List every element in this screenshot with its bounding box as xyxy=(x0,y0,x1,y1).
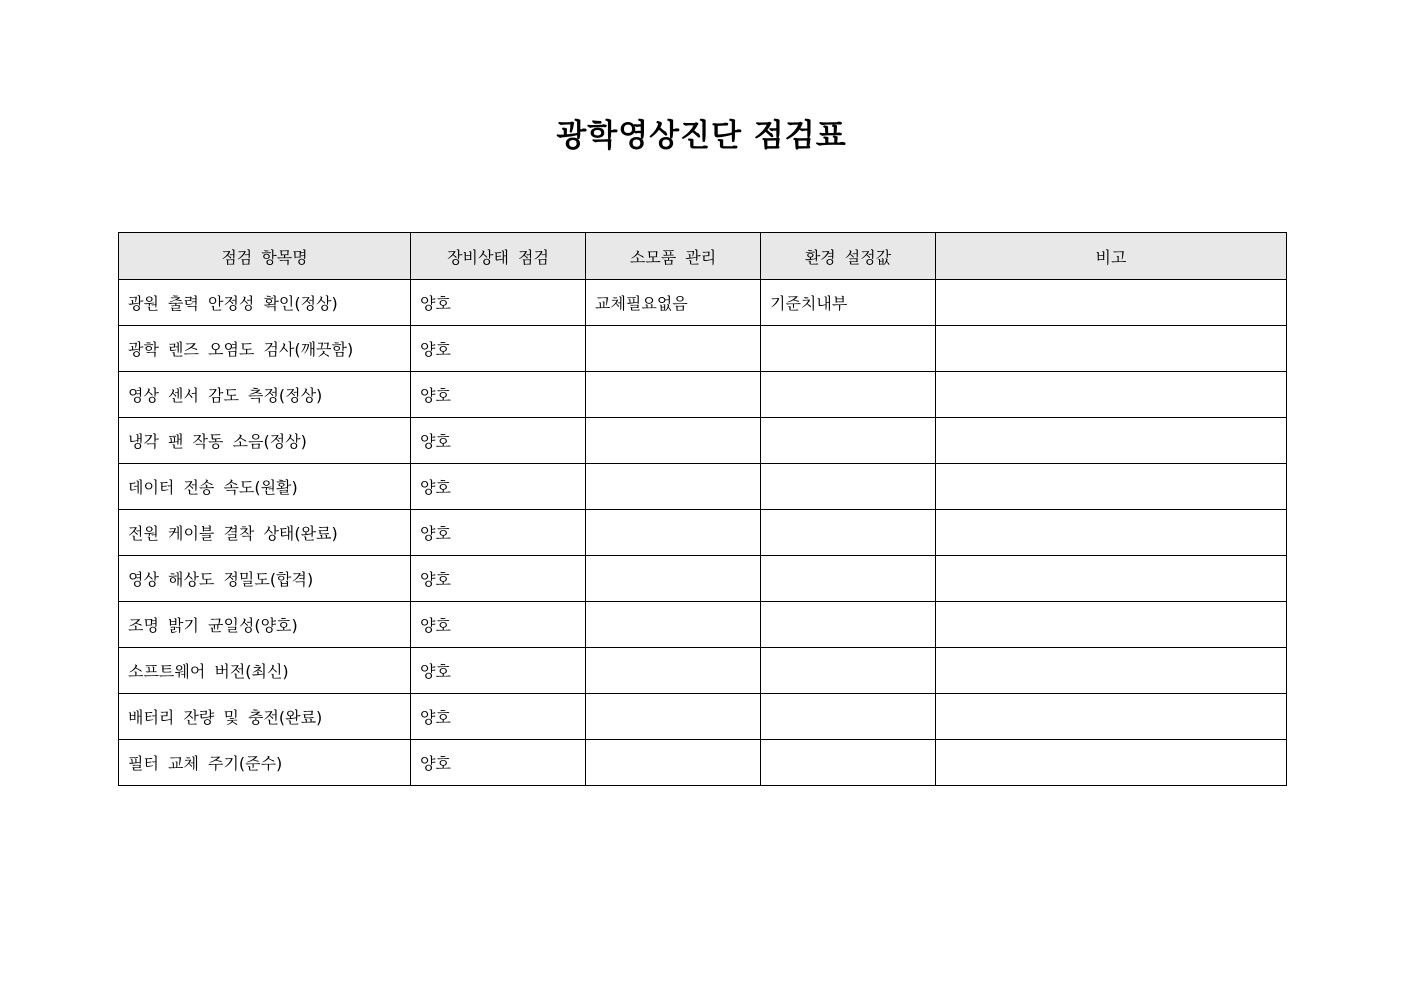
table-row xyxy=(119,648,1287,694)
consumables-cell xyxy=(586,602,761,648)
equipment-status-cell: 양호 xyxy=(411,510,586,556)
environment-settings-cell xyxy=(761,556,936,602)
item-name-cell: 광원 출력 안정성 확인(정상) xyxy=(119,280,411,326)
consumables-cell xyxy=(586,418,761,464)
item-name-cell: 냉각 팬 작동 소음(정상) xyxy=(119,418,411,464)
consumables-cell xyxy=(586,464,761,510)
header-consumables: 소모품 관리 xyxy=(586,233,761,280)
consumables-cell xyxy=(586,740,761,786)
remarks-cell xyxy=(936,694,1287,740)
table-row xyxy=(119,280,1287,326)
equipment-status-cell: 양호 xyxy=(411,556,586,602)
environment-settings-cell xyxy=(761,648,936,694)
remarks-cell xyxy=(936,280,1287,326)
environment-settings-cell xyxy=(761,464,936,510)
environment-settings-cell xyxy=(761,418,936,464)
remarks-cell xyxy=(936,648,1287,694)
remarks-cell xyxy=(936,740,1287,786)
equipment-status-cell: 양호 xyxy=(411,326,586,372)
header-row xyxy=(119,233,1287,280)
equipment-status-cell: 양호 xyxy=(411,740,586,786)
table-row xyxy=(119,464,1287,510)
table-row xyxy=(119,372,1287,418)
item-name-cell: 배터리 잔량 및 충전(완료) xyxy=(119,694,411,740)
table-row xyxy=(119,510,1287,556)
environment-settings-cell xyxy=(761,694,936,740)
equipment-status-cell: 양호 xyxy=(411,280,586,326)
environment-settings-cell xyxy=(761,602,936,648)
page-title: 광학영상진단 점검표 xyxy=(556,118,847,154)
environment-settings-cell xyxy=(761,510,936,556)
inspection-table xyxy=(118,232,1287,786)
item-name-cell: 전원 케이블 결착 상태(완료) xyxy=(119,510,411,556)
consumables-cell xyxy=(586,556,761,602)
consumables-cell xyxy=(586,372,761,418)
header-equipment-status: 장비상태 점검 xyxy=(411,233,586,280)
table-row xyxy=(119,556,1287,602)
item-name-cell: 소프트웨어 버전(최신) xyxy=(119,648,411,694)
item-name-cell: 데이터 전송 속도(원활) xyxy=(119,464,411,510)
header-item-name: 점검 항목명 xyxy=(119,233,411,280)
environment-settings-cell xyxy=(761,326,936,372)
item-name-cell: 조명 밝기 균일성(양호) xyxy=(119,602,411,648)
item-name-cell: 필터 교체 주기(준수) xyxy=(119,740,411,786)
table-row xyxy=(119,602,1287,648)
consumables-cell xyxy=(586,510,761,556)
table-row xyxy=(119,326,1287,372)
table-row xyxy=(119,694,1287,740)
remarks-cell xyxy=(936,510,1287,556)
header-remarks: 비고 xyxy=(936,233,1287,280)
equipment-status-cell: 양호 xyxy=(411,648,586,694)
consumables-cell xyxy=(586,648,761,694)
consumables-cell xyxy=(586,326,761,372)
item-name-cell: 영상 해상도 정밀도(합격) xyxy=(119,556,411,602)
consumables-cell: 교체필요없음 xyxy=(586,280,761,326)
consumables-cell xyxy=(586,694,761,740)
equipment-status-cell: 양호 xyxy=(411,372,586,418)
item-name-cell: 광학 렌즈 오염도 검사(깨끗함) xyxy=(119,326,411,372)
table-body xyxy=(119,280,1287,786)
remarks-cell xyxy=(936,372,1287,418)
header-environment-settings: 환경 설정값 xyxy=(761,233,936,280)
environment-settings-cell: 기준치내부 xyxy=(761,280,936,326)
remarks-cell xyxy=(936,418,1287,464)
remarks-cell xyxy=(936,556,1287,602)
remarks-cell xyxy=(936,464,1287,510)
equipment-status-cell: 양호 xyxy=(411,464,586,510)
equipment-status-cell: 양호 xyxy=(411,418,586,464)
table-row xyxy=(119,740,1287,786)
environment-settings-cell xyxy=(761,372,936,418)
item-name-cell: 영상 센서 감도 측정(정상) xyxy=(119,372,411,418)
table-row xyxy=(119,418,1287,464)
environment-settings-cell xyxy=(761,740,936,786)
remarks-cell xyxy=(936,326,1287,372)
remarks-cell xyxy=(936,602,1287,648)
equipment-status-cell: 양호 xyxy=(411,602,586,648)
equipment-status-cell: 양호 xyxy=(411,694,586,740)
